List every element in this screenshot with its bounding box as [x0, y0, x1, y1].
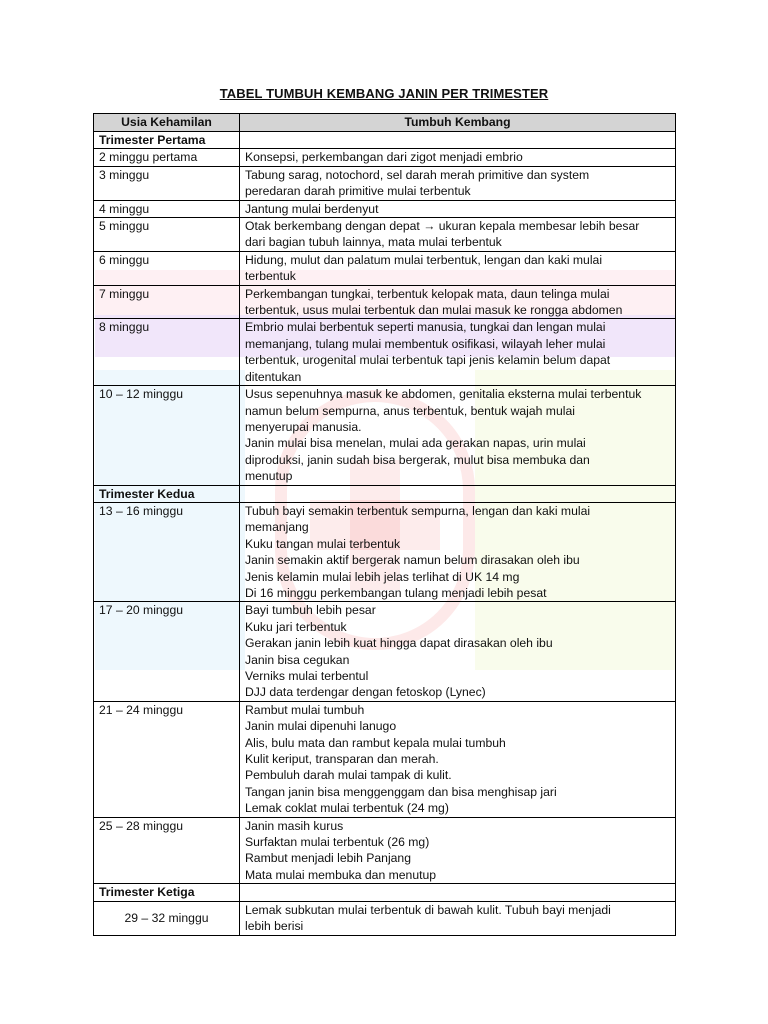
age-cell: 13 – 16 minggu	[94, 502, 240, 601]
table-row	[94, 602, 676, 701]
table-row	[94, 200, 676, 217]
growth-cell	[240, 251, 676, 285]
age-cell: 3 minggu	[94, 166, 240, 200]
table-row	[94, 701, 676, 817]
growth-line: Tubuh bayi semakin terbentuk sempurna, lengan dan kaki mulai	[245, 503, 591, 518]
growth-line: peredaran darah primitive mulai terbentuk	[245, 184, 471, 199]
trimester-empty-cell	[240, 884, 676, 901]
growth-line: Janin semakin aktif bergerak namun belum dirasakan oleh ibu	[245, 553, 580, 568]
growth-line: Otak berkembang dengan depat → ukuran kepala membesar lebih besar	[245, 219, 640, 234]
age-cell: 7 minggu	[94, 285, 240, 319]
trimester-empty-cell	[240, 485, 676, 502]
growth-line: memanjang	[245, 520, 309, 535]
growth-line: Janin mulai bisa menelan, mulai ada gerakan napas, urin mulai	[245, 436, 586, 451]
growth-cell	[240, 319, 676, 386]
growth-line: Mata mulai membuka dan menutup	[245, 867, 437, 882]
growth-line: Rambut mulai tumbuh	[245, 702, 365, 717]
growth-cell	[240, 701, 676, 817]
table-row	[94, 502, 676, 601]
growth-line: Jenis kelamin mulai lebih jelas terlihat di UK 14 mg	[245, 569, 520, 584]
table-row	[94, 218, 676, 252]
trimester-label: Trimester Kedua	[94, 485, 240, 502]
growth-cell	[240, 285, 676, 319]
growth-line: diproduksi, janin sudah bisa bergerak, mulut bisa membuka dan	[245, 452, 590, 467]
growth-line: DJJ data terdengar dengan fetoskop (Lynec)	[245, 685, 486, 700]
growth-line: Kuku tangan mulai terbentuk	[245, 536, 401, 551]
growth-line: Kuku jari terbentuk	[245, 619, 347, 634]
growth-line: Tabung sarag, notochord, sel darah merah primitive dan system	[245, 167, 590, 182]
growth-line: Lemak subkutan mulai terbentuk di bawah kulit. Tubuh bayi menjadi	[245, 902, 611, 917]
growth-line: namun belum sempurna, anus terbentuk, bentuk wajah mulai	[245, 403, 575, 418]
growth-cell	[240, 817, 676, 884]
growth-line: Konsepsi, perkembangan dari zigot menjadi embrio	[245, 150, 523, 165]
header-age: Usia Kehamilan	[94, 114, 240, 132]
growth-line: memanjang, tulang mulai membentuk osifikasi, wilayah leher mulai	[245, 336, 606, 351]
growth-line: menutup	[245, 469, 293, 484]
age-cell: 5 minggu	[94, 218, 240, 252]
growth-line: terbentuk, usus mulai terbentuk dan mulai masuk ke rongga abdomen	[245, 303, 623, 318]
growth-line: terbentuk	[245, 269, 296, 284]
table-row	[94, 166, 676, 200]
growth-line: ditentukan	[245, 369, 302, 384]
growth-cell	[240, 502, 676, 601]
trimester-label: Trimester Ketiga	[94, 884, 240, 901]
table-row	[94, 285, 676, 319]
growth-line: Janin bisa cegukan	[245, 652, 350, 667]
growth-cell	[240, 386, 676, 485]
growth-cell	[240, 901, 676, 935]
age-cell: 4 minggu	[94, 200, 240, 217]
age-cell: 21 – 24 minggu	[94, 701, 240, 817]
table-row	[94, 901, 676, 935]
age-cell: 10 – 12 minggu	[94, 386, 240, 485]
growth-line: terbentuk, urogenital mulai terbentuk tapi jenis kelamin belum dapat	[245, 353, 611, 368]
growth-line: lebih berisi	[245, 919, 304, 934]
growth-line: Hidung, mulut dan palatum mulai terbentuk, lengan dan kaki mulai	[245, 252, 603, 267]
growth-line: Lemak coklat mulai terbentuk (24 mg)	[245, 801, 449, 816]
age-cell: 2 minggu pertama	[94, 149, 240, 166]
growth-cell	[240, 200, 676, 217]
table-row	[94, 149, 676, 166]
table-row	[94, 817, 676, 884]
growth-line: Perkembangan tungkai, terbentuk kelopak mata, daun telinga mulai	[245, 286, 610, 301]
growth-line: Embrio mulai berbentuk seperti manusia, tungkai dan lengan mulai	[245, 320, 606, 335]
trimester-label: Trimester Pertama	[94, 132, 240, 149]
age-cell: 17 – 20 minggu	[94, 602, 240, 701]
growth-cell	[240, 166, 676, 200]
age-cell: 8 minggu	[94, 319, 240, 386]
growth-line: Alis, bulu mata dan rambut kepala mulai tumbuh	[245, 735, 506, 750]
growth-line: Bayi tumbuh lebih pesar	[245, 603, 376, 618]
growth-line: Surfaktan mulai terbentuk (26 mg)	[245, 835, 430, 850]
growth-line: Verniks mulai terbentul	[245, 669, 369, 683]
header-growth: Tumbuh Kembang	[240, 114, 676, 132]
table-row	[94, 319, 676, 386]
growth-line: Kulit keriput, transparan dan merah.	[245, 752, 439, 767]
growth-cell	[240, 602, 676, 701]
growth-line: Jantung mulai berdenyut	[245, 201, 379, 216]
growth-line: Gerakan janin lebih kuat hingga dapat dirasakan oleh ibu	[245, 636, 553, 651]
table-header-row	[94, 114, 676, 132]
table-row	[94, 251, 676, 285]
growth-line: menyerupai manusia.	[245, 419, 362, 434]
age-cell: 29 – 32 minggu	[94, 901, 240, 935]
trimester-empty-cell	[240, 132, 676, 149]
growth-line: Janin masih kurus	[245, 818, 344, 833]
page-title: TABEL TUMBUH KEMBANG JANIN PER TRIMESTER	[219, 86, 549, 101]
growth-line: Tangan janin bisa menggenggam dan bisa menghisap jari	[245, 784, 557, 799]
growth-line: Pembuluh darah mulai tampak di kulit.	[245, 768, 452, 783]
trimester-row	[94, 132, 676, 149]
growth-line: Rambut menjadi lebih Panjang	[245, 851, 411, 866]
growth-cell	[240, 218, 676, 252]
growth-line: Usus sepenuhnya masuk ke abdomen, genitalia eksterna mulai terbentuk	[245, 387, 642, 402]
table-body	[94, 132, 676, 936]
age-cell: 6 minggu	[94, 251, 240, 285]
trimester-row	[94, 485, 676, 502]
age-cell: 25 – 28 minggu	[94, 817, 240, 884]
trimester-row	[94, 884, 676, 901]
growth-cell	[240, 149, 676, 166]
growth-line: Janin mulai dipenuhi lanugo	[245, 719, 397, 734]
table-row	[94, 386, 676, 485]
growth-table	[93, 113, 676, 936]
growth-line: dari bagian tubuh lainnya, mata mulai terbentuk	[245, 235, 502, 250]
growth-line: Di 16 minggu perkembangan tulang menjadi lebih pesat	[245, 585, 547, 600]
